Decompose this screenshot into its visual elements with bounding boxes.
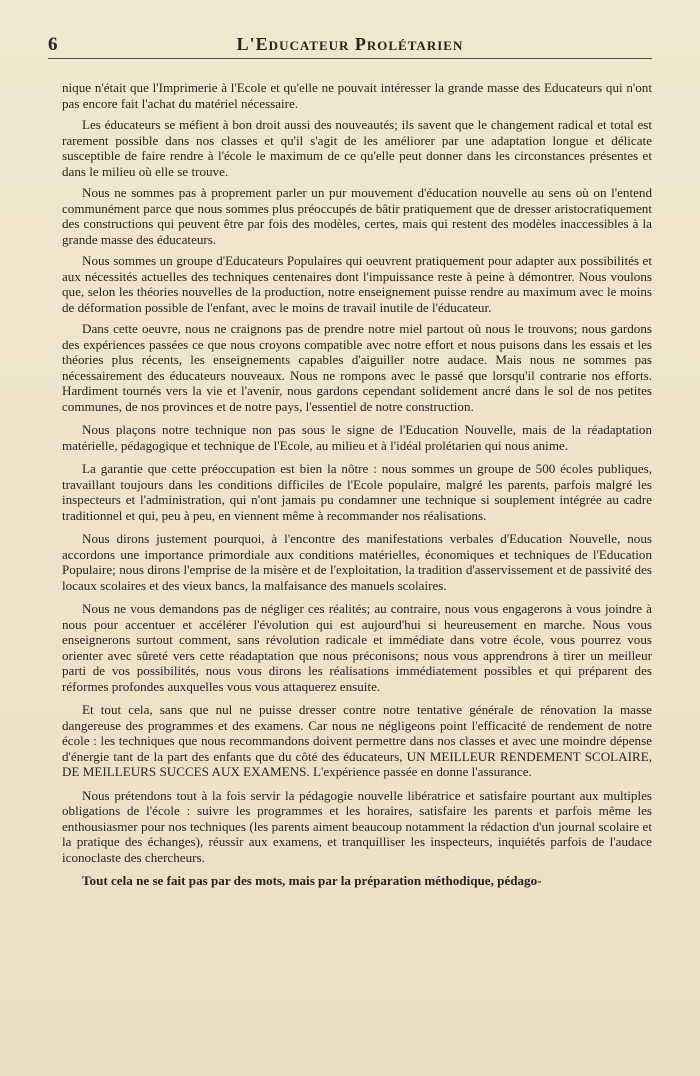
journal-title: L'Educateur Prolétarien	[236, 34, 464, 54]
page-number: 6	[48, 34, 58, 55]
paragraph-5: Dans cette oeuvre, nous ne craignons pas de prendre notre miel partout où nous le trouvons; nous gardons des expériences passées ce que nous croyons compatible avec notre effort et nous puisons dans les essais et les théories plus récents, les enseignements capables d'aiguiller notre audace. Mais nous ne sommes pas nécessairement des éducateurs nouveaux. Nous ne rompons avec le passé que lorsqu'il contrarie nos efforts. Hardiment tournés vers la vie et l'avenir, nous gardons cependant solidement ancré dans le sol de nos petites communes, de nos provinces et de notre pays, l'essentiel de notre construction.	[62, 321, 652, 414]
article-body	[62, 80, 652, 895]
paragraph-9: Nous ne vous demandons pas de négliger ces réalités; au contraire, nous vous engagerons à vous joindre à nous pour accentuer et accélérer l'évolution qui est aujourd'hui si heureusement en marche. Nous vous enseignerons surtout comment, sans révolution radicale et immédiate dans votre école, vous pourrez vous orienter avec sûreté vers cette réadaptation que nous préconisons; nous vous apprendrons à tirer un meilleur parti de vos possibilités, nous vous dirons les réalisations immédiatement possibles et qui préparent des réformes profondes auxquelles vous vous attaquerez ensuite.	[62, 601, 652, 694]
running-head	[48, 32, 652, 59]
paragraph-6: Nous plaçons notre technique non pas sous le signe de l'Education Nouvelle, mais de la réadaptation matérielle, pédagogique et technique de l'Ecole, au milieu et à l'idéal prolétarien qui nous anime.	[62, 422, 652, 453]
paragraph-2: Les éducateurs se méfient à bon droit aussi des nouveautés; ils savent que le changement radical et total est rarement possible dans nos classes et qu'il s'agit de les améliorer par une adaptation longue et délicate susceptible de faire rendre à l'école le maximum de ce qu'elle peut donner dans les circonstances présentes et dans le milieu où elle se trouve.	[62, 117, 652, 179]
paragraph-8: Nous dirons justement pourquoi, à l'encontre des manifestations verbales d'Education Nouvelle, nous accordons une importance primordiale aux conditions matérielles, économiques et techniques de l'Education Populaire; nous dirons l'emprise de la misère et de l'exploitation, la tradition d'asservissement et de passivité des locaux scolaires et des vieux bancs, la malfaisance des manuels scolaires.	[62, 531, 652, 593]
paragraph-12: Tout cela ne se fait pas par des mots, mais par la préparation méthodique, pédago-	[82, 873, 542, 888]
paragraph-11: Nous prétendons tout à la fois servir la pédagogie nouvelle libératrice et satisfaire pourtant aux multiples obligations de l'école : suivre les programmes et les horaires, satisfaire les parents et parfois même les enthousiasmer pour nos techniques (les parents aiment beaucoup notamment la rédaction d'un journal scolaire et la pratique des échanges), réussir aux examens, et tranquilliser les inspecteurs, inquiétés parfois de l'audace iconoclaste des chercheurs.	[62, 787, 652, 865]
paragraph-1: nique n'était que l'Imprimerie à l'Ecole et qu'elle ne pouvait intéresser la grande masse des Educateurs qui n'ont pas encore fait l'achat du matériel nécessaire.	[62, 80, 652, 111]
paragraph-10: Et tout cela, sans que nul ne puisse dresser contre notre tentative générale de rénovation la masse dangereuse des programmes et des examens. Car nous ne négligeons point l'efficacité de rendement de notre école : les techniques que nous recommandons doivent permettre dans nos classes et avec une moindre dépense d'énergie tant de la part des enfants que du côté des éducateurs, UN MEILLEUR RENDEMENT SCOLAIRE, DE MEILLEURS SUCCES AUX EXAMENS. L'expérience passée en donne l'assurance.	[62, 702, 652, 779]
paragraph-3: Nous ne sommes pas à proprement parler un pur mouvement d'éducation nouvelle au sens où on l'entend communément parce que nous sommes plus préoccupés de bâtir pratiquement que de dresser aristocratiquement des constructions qui peuvent être par fois des modèles, certes, mais qui restent des modèles inaccessibles à la grande masse des éducateurs.	[62, 185, 652, 247]
paragraph-4: Nous sommes un groupe d'Educateurs Populaires qui oeuvrent pratiquement pour adapter aux possibilités et aux nécessités actuelles des techniques centenaires dont l'impuissance reste à peine à démontrer. Nous voulons que, selon les théories nouvelles de la production, notre enseignement puisse rendre au maximum avec le moins de déformation possible de l'enfant, avec le moins de travail inutile de l'éducateur.	[62, 253, 652, 315]
paragraph-7: La garantie que cette préoccupation est bien la nôtre : nous sommes un groupe de 500 écoles publiques, travaillant toujours dans les conditions difficiles de l'Ecole populaire, malgré les parents, parfois malgré les inspecteurs et l'administration, qui n'ont jamais pu condamner une technique si souplement intégrée au cadre traditionnel et qui, peu à peu, en viennent même à recommander nos réalisations.	[62, 461, 652, 523]
